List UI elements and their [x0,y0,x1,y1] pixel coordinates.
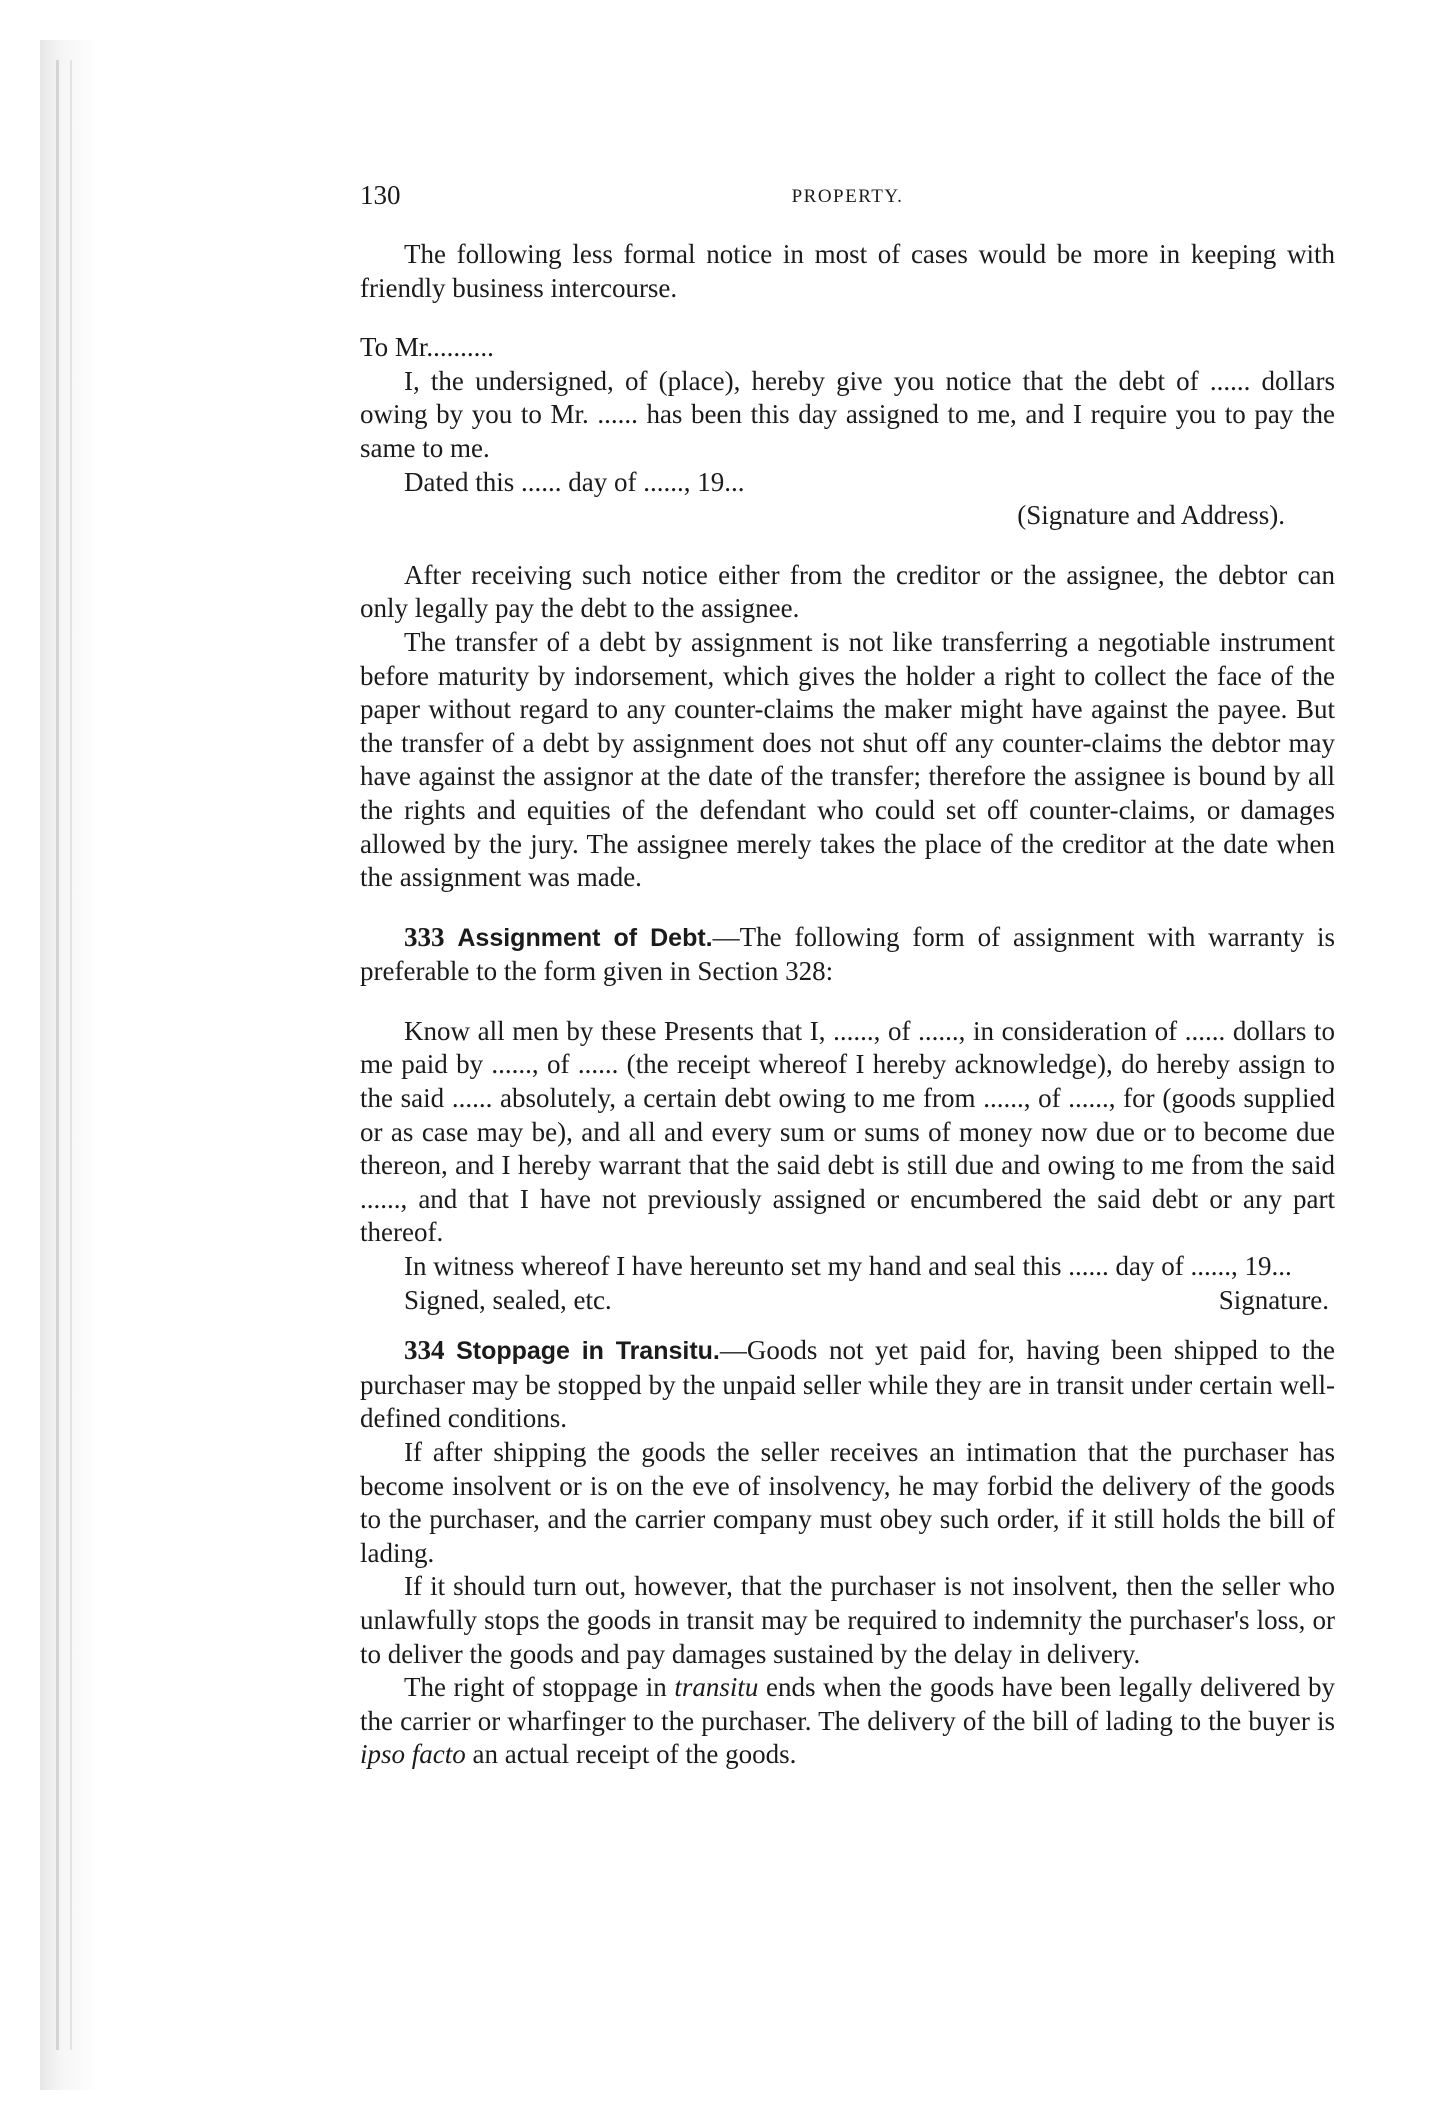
section-333 [360,921,1335,989]
signature-row [360,1284,1335,1318]
paragraph: The transfer of a debt by assignment is not like transferring a negotiable instrument before maturity by indorsement, which gives the holder a right to collect the face of the paper without regard to any counter-claims the maker might have against the payee. But the transfer of a debt by assignment does not shut off any counter-claims the debtor may have against the assignor at the date of the transfer; therefore the assignee is bound by all the rights and equities of the defendant who could set off counter-claims, or damages allowed by the jury. The assignee merely takes the place of the creditor at the date when the assignment was made. [360,626,1335,893]
section-intro: —Goods not yet paid for, having been shipped to the purchaser may be stopped by the unpaid seller while they are in transit under certain well-defined conditions. [360,1335,1335,1434]
page-edge [40,40,98,2090]
text-run: an actual receipt of the goods. [465,1739,797,1770]
italic-term: transitu [674,1672,759,1703]
italic-term: ipso facto [360,1739,466,1770]
section-title: Assignment of Debt. [457,923,713,952]
section-number: 334 [404,1335,445,1366]
page-number: 130 [360,180,401,210]
paragraph: If after shipping the goods the seller receives an intimation that the purchaser has become insolvent or is on the eve of insolvency, he may forbid the delivery of the goods to the purchaser, and the carrier company must obey such order, if it still holds the bill of lading. [360,1437,1335,1568]
notice-body: I, the undersigned, of (place), hereby give you notice that the debt of ...... dollars owing by you to Mr. ...... has been this day assigned to me, and I require you to pay the same to me. [360,365,1335,463]
section-number: 333 [404,921,445,952]
page-body [360,238,1335,1772]
paragraph: After receiving such notice either from the creditor or the assignee, the debtor can only legally pay the debt to the assignee. [360,559,1335,624]
text-run: The right of stoppage in [404,1672,675,1703]
notice-signature: (Signature and Address). [1017,500,1285,531]
page-header [360,180,1335,210]
running-head: PROPERTY. [791,186,904,207]
section-title: Stoppage in Transitu. [456,1337,720,1366]
form-paragraph: Know all men by these Presents that I, ......, of ......, in consideration of ...... dollars to me paid by ......, of ...... (the receipt whereof I hereby acknowledge), do hereby assign to the said ...... absolutely, a certain debt owing to me from ......, of ......, for (goods supplied or as case may be), and all and every sum or sums of money now due or to become due thereon, and I hereby warrant that the said debt is still due and owing to me from the said ......, and that I have not previously assigned or encumbered the said debt or any part thereof. [360,1015,1335,1248]
section-334 [360,1334,1335,1436]
form-paragraph: In witness whereof I have hereunto set my hand and seal this ...... day of ......, 19... [404,1251,1292,1282]
signature-label: Signature. [1218,1284,1329,1315]
section-intro: —The following form of assignment with warranty is preferable to the form given in Section 328: [360,921,1335,987]
page-edge-line [56,60,59,2050]
text-run: ends when the goods have been legally delivered by the carrier or wharfinger to the purchaser. The delivery of the bill of lading to the buyer is [360,1672,1335,1736]
notice-salutation: To Mr.......... [360,332,494,363]
intro-paragraph: The following less formal notice in most of cases would be more in keeping with friendly business intercourse. [360,239,1335,303]
paragraph [360,1671,1335,1772]
paragraph: If it should turn out, however, that the purchaser is not insolvent, then the seller who unlawfully stops the goods in transit may be required to indemnity the purchaser's loss, or to deliver the goods and pay damages sustained by the delay in delivery. [360,1571,1335,1669]
signed-sealed-label: Signed, sealed, etc. [404,1284,612,1315]
notice-dated: Dated this ...... day of ......, 19... [404,466,745,497]
page-edge-line [70,60,72,2050]
